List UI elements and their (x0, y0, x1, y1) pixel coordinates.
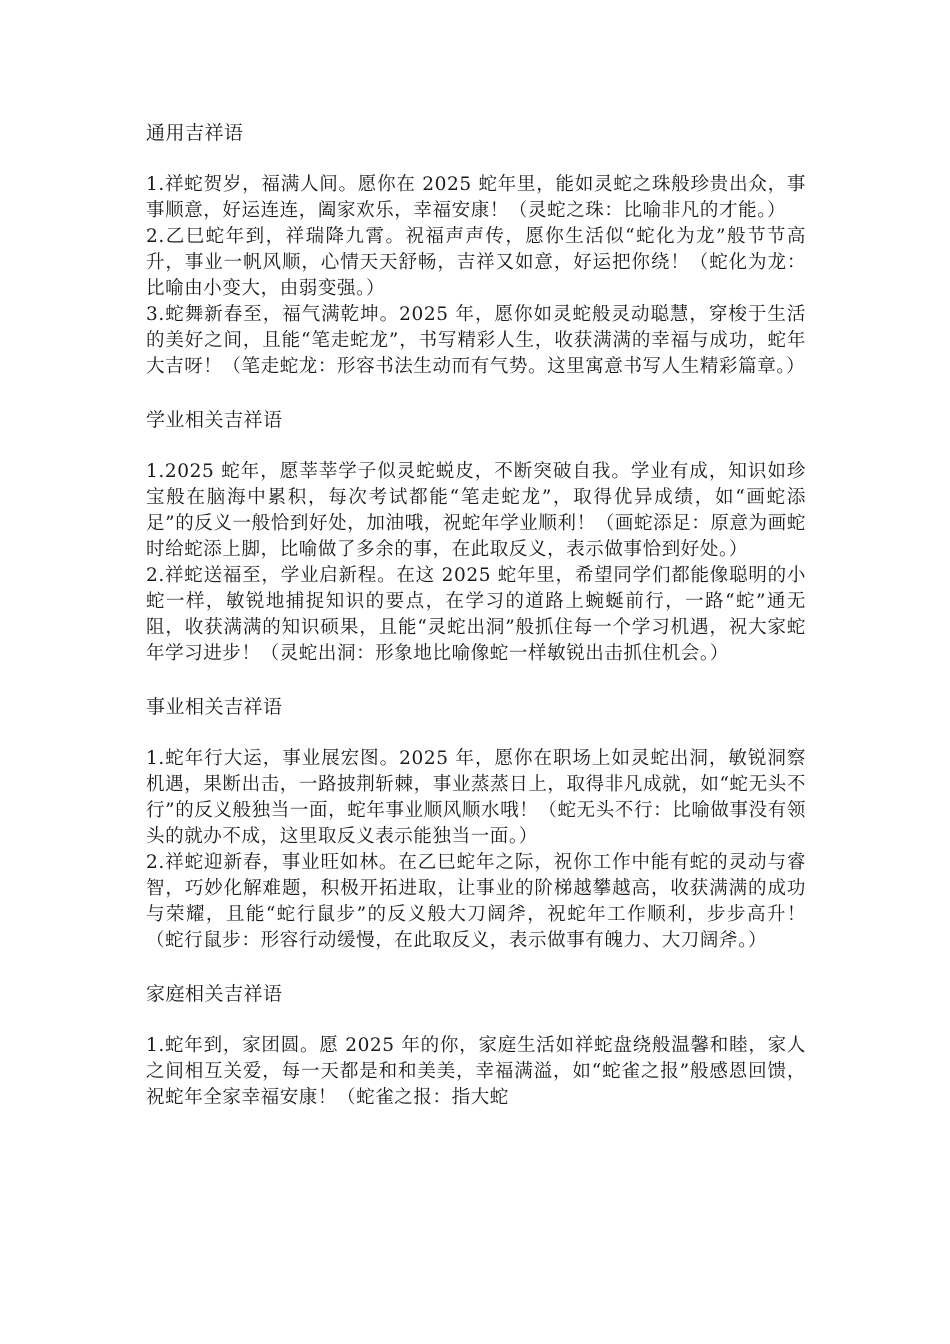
paragraph: 2.祥蛇迎新春，事业旺如林。在乙巳蛇年之际，祝你工作中能有蛇的灵动与睿智，巧妙化解难题，积极开拓进取，让事业的阶梯越攀越高，收获满满的成功与荣耀，且能“蛇行鼠步”的反义般大刀阔斧，祝蛇年工作顺利，步步高升！（蛇行鼠步：形容行动缓慢，在此取反义，表示做事有魄力、大刀阔斧。） (146, 852, 806, 951)
section-general (146, 120, 806, 380)
section-title: 学业相关吉祥语 (146, 409, 283, 431)
section-family (146, 981, 806, 1111)
section-title: 事业相关吉祥语 (146, 696, 283, 718)
paragraph: 1.2025 蛇年，愿莘莘学子似灵蛇蜕皮，不断突破自我。学业有成，知识如珍宝般在脑海中累积，每次考试都能“笔走蛇龙”，取得优异成绩，如“画蛇添足”的反义一般恰到好处，加油哦，祝蛇年学业顺利！（画蛇添足：原意为画蛇时给蛇添上脚，比喻做了多余的事，在此取反义，表示做事恰到好处。） (146, 461, 806, 560)
section-title: 家庭相关吉祥语 (146, 983, 283, 1005)
section-study (146, 407, 806, 667)
paragraph: 3.蛇舞新春至，福气满乾坤。2025 年，愿你如灵蛇般灵动聪慧，穿梭于生活的美好之间，且能“笔走蛇龙”，书写精彩人生，收获满满的幸福与成功，蛇年大吉呀！（笔走蛇龙：形容书法生动而有气势。这里寓意书写人生精彩篇章。） (146, 304, 806, 377)
paragraph: 2.乙巳蛇年到，祥瑞降九霄。祝福声声传，愿你生活似“蛇化为龙”般节节高升，事业一帆风顺，心情天天舒畅，吉祥又如意，好运把你绕！（蛇化为龙：比喻由小变大，由弱变强。） (146, 226, 806, 299)
paragraph: 1.蛇年到，家团圆。愿 2025 年的你，家庭生活如祥蛇盘绕般温馨和睦，家人之间相互关爱，每一天都是和和美美，幸福满溢，如“蛇雀之报”般感恩回馈，祝蛇年全家幸福安康！（蛇雀之报：指大蛇 (146, 1035, 806, 1108)
section-title: 通用吉祥语 (146, 122, 244, 144)
paragraph: 1.祥蛇贺岁，福满人间。愿你在 2025 蛇年里，能如灵蛇之珠般珍贵出众，事事顺意，好运连连，阖家欢乐，幸福安康！（灵蛇之珠：比喻非凡的才能。） (146, 174, 806, 221)
section-career (146, 694, 806, 954)
paragraph: 2.祥蛇送福至，学业启新程。在这 2025 蛇年里，希望同学们都能像聪明的小蛇一样，敏锐地捕捉知识的要点，在学习的道路上蜿蜒前行，一路“蛇”通无阻，收获满满的知识硕果，且能“灵蛇出洞”般抓住每一个学习机遇，祝大家蛇年学习进步！（灵蛇出洞：形象地比喻像蛇一样敏锐出击抓住机会。） (146, 565, 806, 664)
document-page (146, 120, 806, 1138)
paragraph: 1.蛇年行大运，事业展宏图。2025 年，愿你在职场上如灵蛇出洞，敏锐洞察机遇，果断出击，一路披荆斩棘，事业蒸蒸日上，取得非凡成就，如“蛇无头不行”的反义般独当一面，蛇年事业顺风顺水哦！（蛇无头不行：比喻做事没有领头的就办不成，这里取反义表示能独当一面。） (146, 748, 806, 847)
